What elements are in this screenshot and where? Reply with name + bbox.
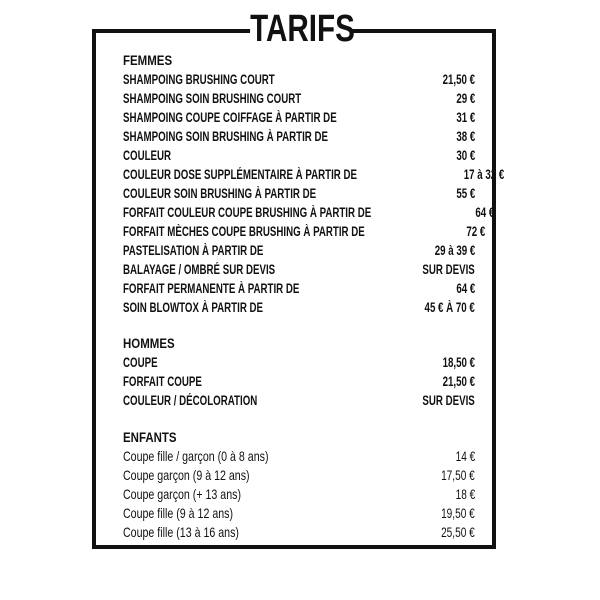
service-label: BALAYAGE / OMBRÉ SUR DEVIS (123, 262, 276, 277)
service-price: 17 à 32 € (463, 167, 505, 182)
service-price: 14 € (455, 448, 475, 464)
service-label: Coupe fille (13 à 16 ans) (123, 524, 239, 540)
section-enfants (123, 429, 475, 542)
price-row (123, 146, 475, 165)
service-price: 17,50 € (441, 467, 475, 483)
service-label: Coupe fille (9 à 12 ans) (123, 505, 234, 521)
price-row (123, 279, 475, 298)
service-price: 31 € (456, 110, 475, 125)
service-label: SHAMPOING SOIN BRUSHING À PARTIR DE (123, 129, 329, 144)
price-row (123, 222, 486, 241)
service-label: SOIN BLOWTOX À PARTIR DE (123, 300, 264, 315)
service-price: 72 € (466, 224, 486, 239)
service-price: 38 € (456, 129, 475, 144)
page-title: TARIFS (250, 8, 355, 50)
service-label: FORFAIT COUPE (123, 374, 202, 389)
service-label: COUPE (123, 355, 158, 370)
price-row (123, 298, 475, 317)
service-label: SHAMPOING COUPE COIFFAGE À PARTIR DE (123, 110, 337, 125)
service-label: FORFAIT PERMANENTE À PARTIR DE (123, 281, 300, 296)
service-price: 30 € (456, 148, 475, 163)
section-heading-enfants: ENFANTS (123, 429, 177, 445)
price-row (123, 504, 475, 523)
service-label: Coupe fille / garçon (0 à 8 ans) (123, 448, 269, 464)
service-label: SHAMPOING BRUSHING COURT (123, 72, 275, 87)
service-label: COULEUR (123, 148, 172, 163)
service-label: Coupe garçon (9 à 12 ans) (123, 467, 250, 483)
service-price: 21,50 € (442, 374, 475, 389)
price-row (123, 70, 475, 89)
price-row (123, 241, 475, 260)
service-price: 19,50 € (441, 505, 475, 521)
section-hommes (123, 335, 475, 410)
service-label: COULEUR DOSE SUPPLÉMENTAIRE À PARTIR DE (123, 167, 358, 182)
price-row (123, 353, 475, 372)
price-row (123, 127, 475, 146)
section-heading-femmes: FEMMES (123, 52, 173, 68)
price-row (123, 184, 475, 203)
service-price: 18 € (455, 486, 475, 502)
service-label: SHAMPOING SOIN BRUSHING COURT (123, 91, 302, 106)
price-row (123, 391, 475, 410)
service-label: FORFAIT MÈCHES COUPE BRUSHING À PARTIR DE (123, 224, 365, 239)
price-row (123, 447, 475, 466)
section-femmes (123, 52, 505, 317)
service-price: 64 € (456, 281, 475, 296)
service-price: SUR DEVIS (422, 393, 475, 408)
service-price: SUR DEVIS (422, 262, 475, 277)
price-row (123, 485, 475, 504)
service-label: COULEUR SOIN BRUSHING À PARTIR DE (123, 186, 317, 201)
price-row (123, 165, 505, 184)
service-price: 64 € (475, 205, 495, 220)
service-price: 25,50 € (441, 524, 475, 540)
service-price: 55 € (456, 186, 475, 201)
service-label: COULEUR / DÉCOLORATION (123, 393, 258, 408)
price-row (123, 260, 475, 279)
price-row (123, 89, 475, 108)
service-label: PASTELISATION À PARTIR DE (123, 243, 264, 258)
service-label: Coupe garçon (+ 13 ans) (123, 486, 242, 502)
service-price: 29 à 39 € (434, 243, 475, 258)
service-price: 45 € À 70 € (424, 300, 475, 315)
price-row (123, 203, 495, 222)
price-row (123, 108, 475, 127)
service-label: FORFAIT COULEUR COUPE BRUSHING À PARTIR DE (123, 205, 372, 220)
section-heading-hommes: HOMMES (123, 335, 175, 351)
service-price: 18,50 € (442, 355, 475, 370)
price-row (123, 372, 475, 391)
price-row (123, 466, 475, 485)
price-row (123, 523, 475, 542)
service-price: 29 € (456, 91, 475, 106)
service-price: 21,50 € (442, 72, 475, 87)
